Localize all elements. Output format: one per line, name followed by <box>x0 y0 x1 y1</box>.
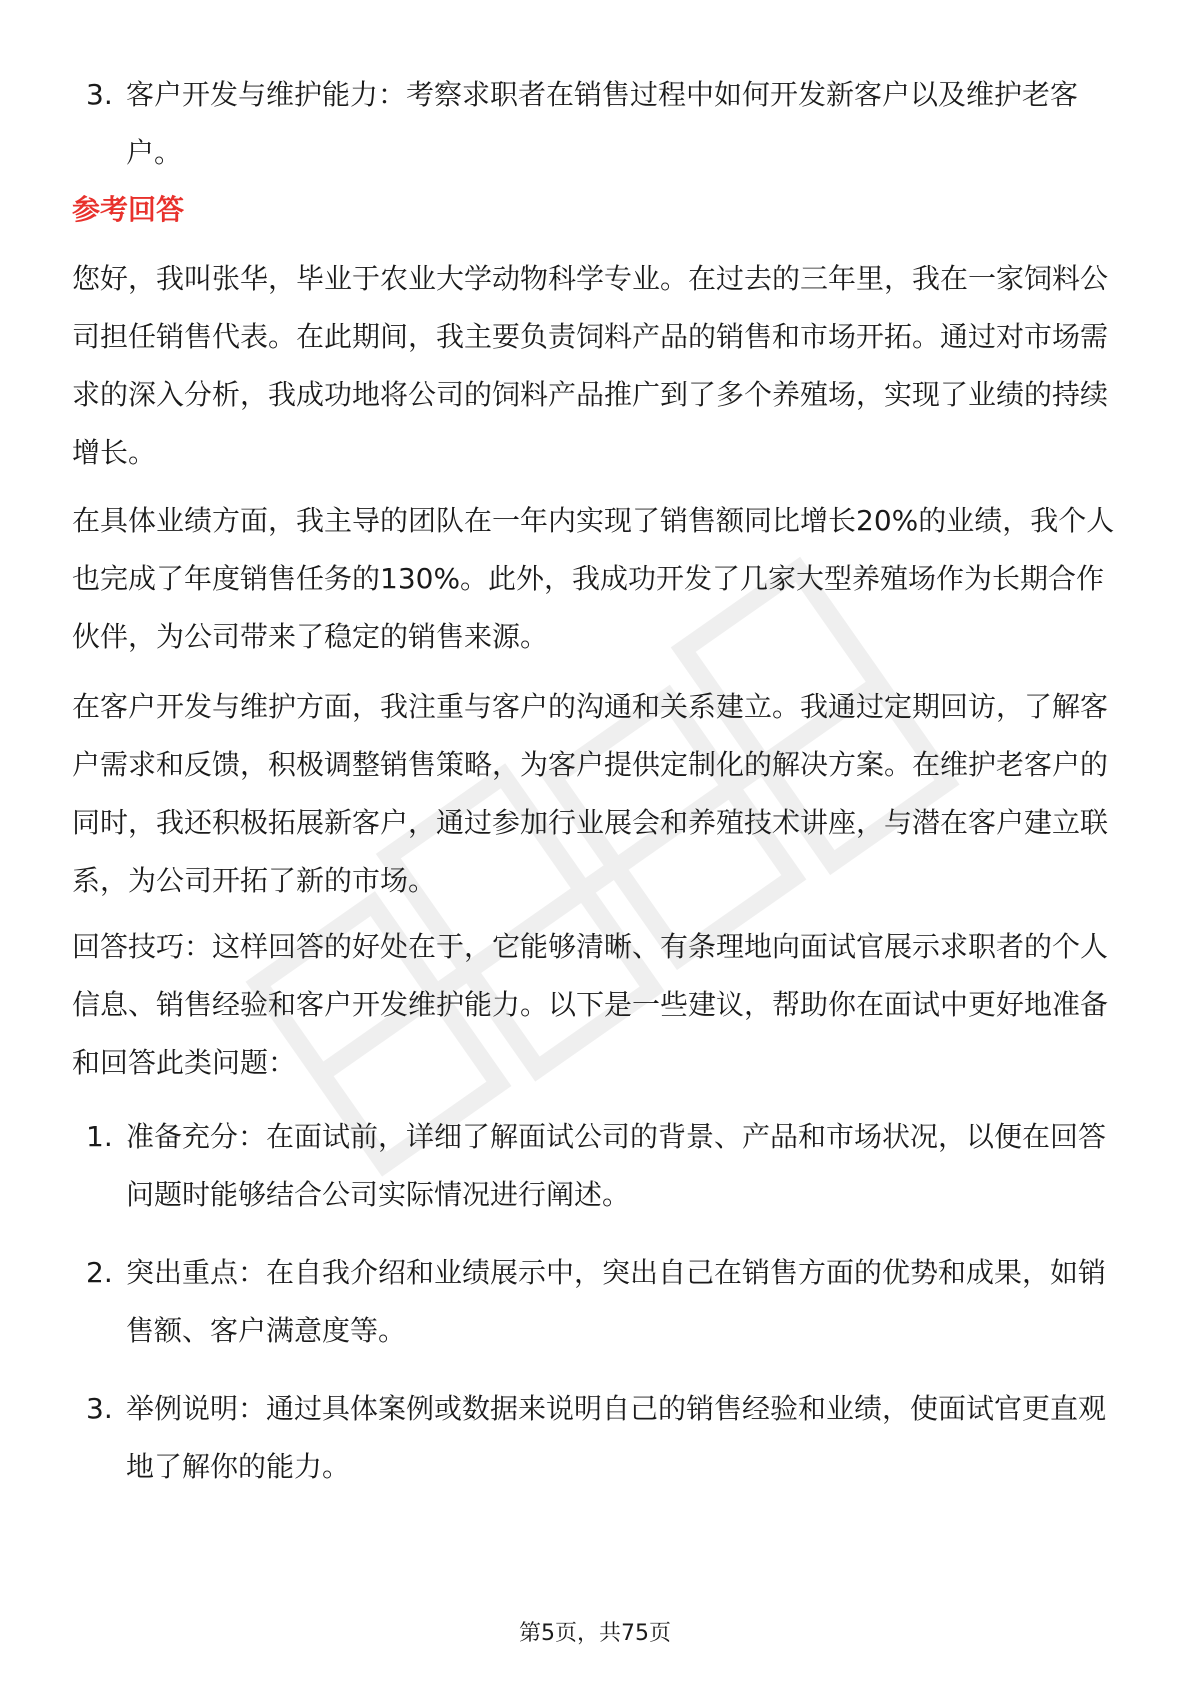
tip-item <box>72 1108 1122 1224</box>
tip-number: 2. <box>86 1256 113 1289</box>
tip-item <box>72 1380 1122 1496</box>
paragraph-intro: 您好，我叫张华，毕业于农业大学动物科学专业。在过去的三年里，我在一家饲料公司担任销售代表。在此期间，我主要负责饲料产品的销售和市场开拓。通过对市场需求的深入分析，我成功地将公司的饲料产品推广到了多个养殖场，实现了业绩的持续增长。 <box>72 262 1109 469</box>
paragraph-performance: 在具体业绩方面，我主导的团队在一年内实现了销售额同比增长20%的业绩，我个人也完成了年度销售任务的130%。此外，我成功开发了几家大型养殖场作为长期合作伙伴，为公司带来了稳定的销售来源。 <box>72 504 1115 653</box>
section-heading: 参考回答 <box>72 193 185 226</box>
tip-text: 突出重点：在自我介绍和业绩展示中，突出自己在销售方面的优势和成果，如销售额、客户满意度等。 <box>126 1256 1107 1347</box>
list-number: 3. <box>86 78 113 111</box>
list-item <box>72 66 1122 182</box>
paragraph-tips-intro: 回答技巧：这样回答的好处在于，它能够清晰、有条理地向面试官展示求职者的个人信息、销售经验和客户开发维护能力。以下是一些建议，帮助你在面试中更好地准备和回答此类问题： <box>72 930 1109 1079</box>
list-text: 客户开发与维护能力：考察求职者在销售过程中如何开发新客户以及维护老客户。 <box>126 78 1079 169</box>
tip-number: 1. <box>86 1120 113 1153</box>
paragraph-customer: 在客户开发与维护方面，我注重与客户的沟通和关系建立。我通过定期回访，了解客户需求和反馈，积极调整销售策略，为客户提供定制化的解决方案。在维护老客户的同时，我还积极拓展新客户，通过参加行业展会和养殖技术讲座，与潜在客户建立联系，为公司开拓了新的市场。 <box>72 690 1109 897</box>
tip-text: 准备充分：在面试前，详细了解面试公司的背景、产品和市场状况，以便在回答问题时能够结合公司实际情况进行阐述。 <box>126 1120 1107 1211</box>
page-footer: 第5页，共75页 <box>519 1621 671 1646</box>
tip-text: 举例说明：通过具体案例或数据来说明自己的销售经验和业绩，使面试官更直观地了解你的能力。 <box>126 1392 1107 1483</box>
tip-item <box>72 1244 1122 1360</box>
tip-number: 3. <box>86 1392 113 1425</box>
